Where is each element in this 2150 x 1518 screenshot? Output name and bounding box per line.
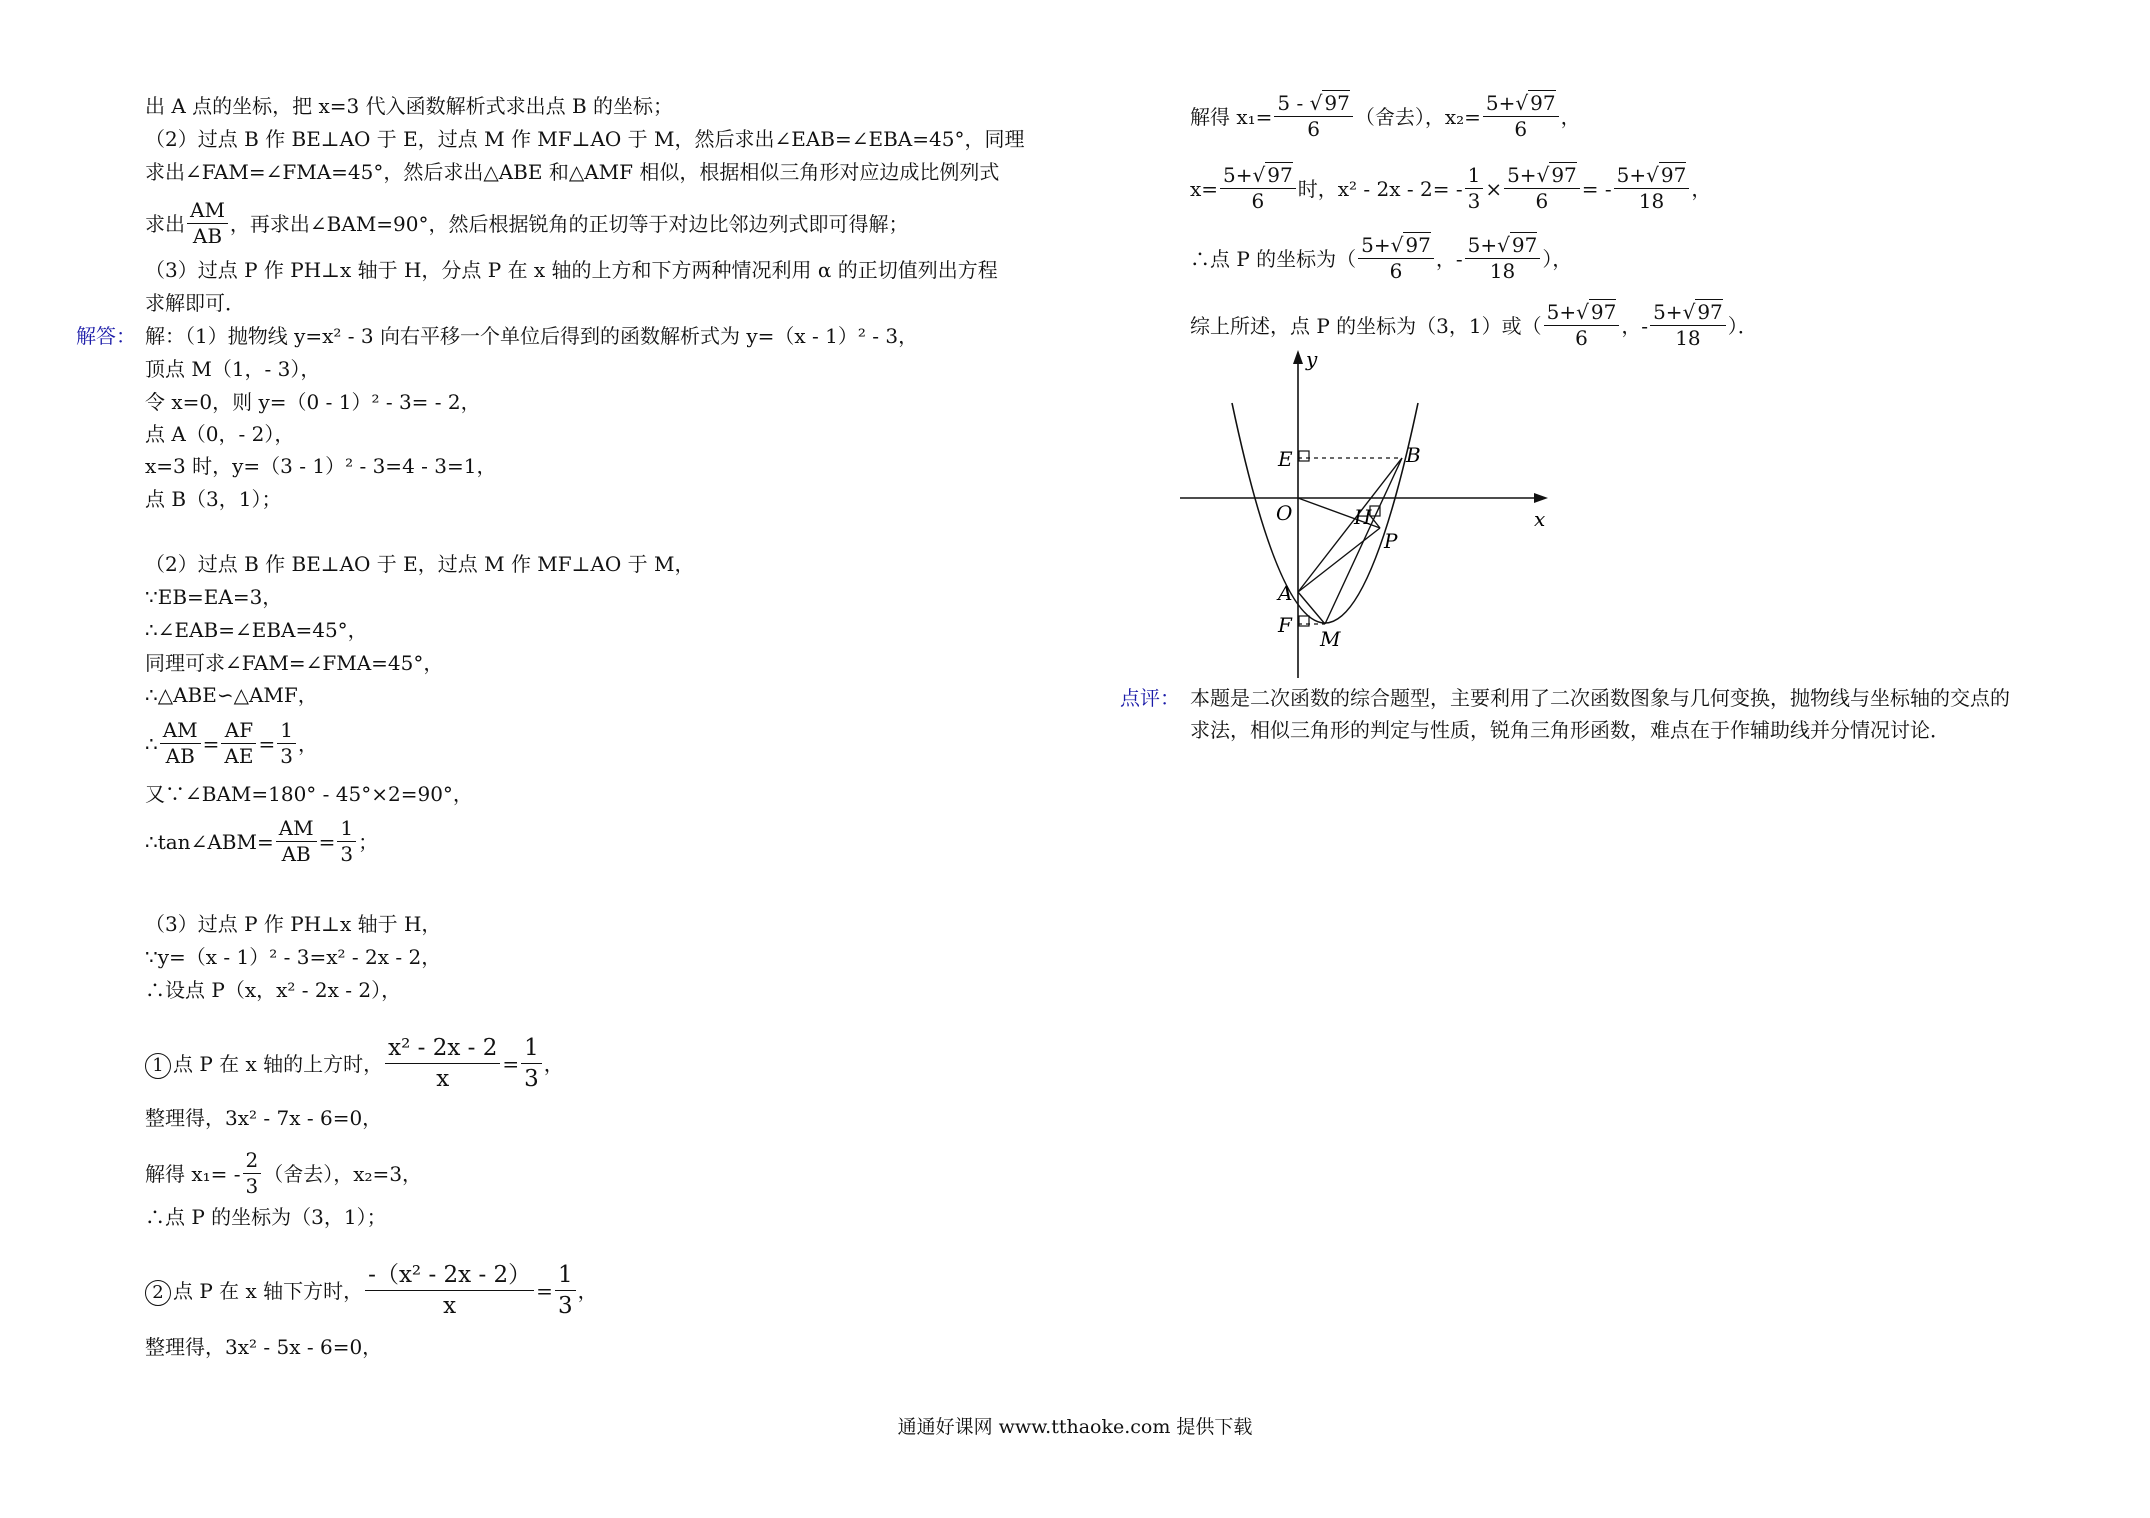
fraction-am-ab: $\frac{AM}{AB}$ bbox=[187, 198, 228, 249]
answer-line: 顶点 M（1，- 3）， bbox=[145, 357, 321, 381]
answer-line: 同理可求∠FAM=∠FMA=45°， bbox=[145, 651, 444, 675]
fraction-root-plus: $\frac{5+√ 97}{6}$ bbox=[1483, 91, 1559, 142]
review-line: 求法，相似三角形的判定与性质，锐角三角形函数，难点在于作辅助线并分情况讨论． bbox=[1190, 718, 1950, 742]
label-o: O bbox=[1276, 501, 1293, 525]
x-axis-arrow bbox=[1534, 493, 1548, 503]
fraction-root-plus-18: $\frac{5+√ 97}{18}$ bbox=[1465, 233, 1541, 284]
fraction-one-third: $\frac{1}{3}$ bbox=[337, 816, 356, 867]
point-p-line: ∴点 P 的坐标为（ $\frac{5+√ 97}{6}$ ，- $\frac{5+√ 97}{18}$ ）， bbox=[1190, 233, 1573, 283]
fraction-one-third: $\frac{1}{3}$ bbox=[1465, 163, 1484, 214]
fraction-case-above: $\frac{\text{x² - 2x - 2}}{x}$ bbox=[385, 1033, 500, 1094]
tan-line: ∴tan∠ABM= $\frac{AM}{AB}$ = $\frac{1}{3}$ ； bbox=[145, 816, 379, 866]
analysis-line: （3）过点 P 作 PH⊥x 轴于 H，分点 P 在 x 轴的上方和下方两种情况利用 α 的正切值列出方程 bbox=[145, 258, 998, 282]
answer-line: 点 B（3，1）； bbox=[145, 487, 282, 511]
analysis-line: 求解即可． bbox=[145, 291, 245, 315]
label-h: H bbox=[1354, 505, 1372, 529]
page-footer: 通通好课网 www.tthaoke.com 提供下载 bbox=[897, 1416, 1253, 1438]
analysis-line: 出 A 点的坐标，把 x=3 代入函数解析式求出点 B 的坐标； bbox=[145, 94, 674, 118]
fraction-am-ab: $\frac{AM}{AB}$ bbox=[160, 718, 201, 769]
fraction-root-plus: $\frac{5+√ 97}{6}$ bbox=[1358, 233, 1434, 284]
answer-line: ∴△ABE∽△AMF， bbox=[145, 683, 318, 707]
answer-line: 又∵∠BAM=180° - 45°×2=90°， bbox=[145, 782, 473, 806]
answer-line: ∵y=（x - 1）² - 3=x² - 2x - 2， bbox=[145, 945, 442, 969]
circled-number: 2 bbox=[145, 1280, 171, 1306]
summary-line: 综上所述，点 P 的坐标为（3，1）或（ $\frac{5+√ 97}{6}$ ，- $\frac{5+√ 97}{18}$ ）． bbox=[1190, 300, 1758, 350]
fraction-two-thirds: $\frac{2}{3}$ bbox=[243, 1148, 262, 1199]
answer-line: ∴∠EAB=∠EBA=45°， bbox=[145, 618, 368, 642]
parabola-figure bbox=[1180, 348, 1560, 678]
answer-line: 点 A（0，- 2）， bbox=[145, 422, 295, 446]
review-line: 本题是二次函数的综合题型，主要利用了二次函数图象与几何变换，抛物线与坐标轴的交点的 bbox=[1190, 686, 2010, 710]
analysis-line: （2）过点 B 作 BE⊥AO 于 E，过点 M 作 MF⊥AO 于 M，然后求出∠EAB=∠EBA=45°，同理 bbox=[145, 127, 1025, 151]
fraction-one-third: $\frac{1}{3}$ bbox=[277, 718, 296, 769]
answer-line: 整理得，3x² - 7x - 6=0， bbox=[145, 1106, 383, 1130]
answer-line: 解：（1）抛物线 y=x² - 3 向右平移一个单位后得到的函数解析式为 y=（x - 1）² - 3， bbox=[145, 324, 919, 348]
review-tag: 点评： bbox=[1120, 686, 1180, 710]
solve-line: 解得 x₁= - $\frac{2}{3}$ （舍去），x₂=3， bbox=[145, 1148, 423, 1198]
answer-line: x=3 时，y=（3 - 1）² - 3=4 - 3=1， bbox=[145, 454, 497, 478]
segment-ap bbox=[1298, 528, 1380, 592]
fraction-root-plus: $\frac{5+√ 97}{6}$ bbox=[1220, 163, 1296, 214]
fraction-root-plus: $\frac{5+√ 97}{6}$ bbox=[1544, 300, 1620, 351]
y-axis-arrow bbox=[1293, 350, 1303, 364]
solve-roots-line: 解得 x₁= $\frac{5 - √ 97}{6}$ （舍去），x₂= $\frac{5+√ 97}{6}$ ， bbox=[1190, 91, 1581, 141]
answer-line: ∵EB=EA=3， bbox=[145, 585, 283, 609]
label-y: y bbox=[1306, 348, 1318, 371]
answer-line: ∴点 P 的坐标为（3，1）； bbox=[145, 1205, 387, 1229]
fraction-root-plus: $\frac{5+√ 97}{6}$ bbox=[1504, 163, 1580, 214]
answer-line: ∴设点 P（x，x² - 2x - 2）， bbox=[145, 978, 402, 1002]
ratio-line: ∴ $\frac{AM}{AB}$ = $\frac{AF}{AE}$ = $\frac{1}{3}$ ， bbox=[145, 718, 318, 768]
label-e: E bbox=[1278, 447, 1293, 471]
right-angle-e bbox=[1299, 451, 1309, 461]
label-b: B bbox=[1406, 443, 1421, 467]
answer-line: （3）过点 P 作 PH⊥x 轴于 H， bbox=[145, 912, 442, 936]
fraction-one-third: $\frac{1}{3}$ bbox=[521, 1033, 542, 1094]
analysis-line: 求出∠FAM=∠FMA=45°，然后求出△ABE 和△AMF 相似，根据相似三角形对应边成比例列式 bbox=[145, 160, 1000, 184]
fraction-case-below: $\frac{\text{-（x² - 2x - 2）}}{x}$ bbox=[365, 1260, 534, 1321]
fraction-root-plus-18: $\frac{5+√ 97}{18}$ bbox=[1614, 163, 1690, 214]
fraction-root-minus: $\frac{5 - √ 97}{6}$ bbox=[1274, 91, 1352, 142]
label-f: F bbox=[1278, 613, 1292, 637]
analysis-line: 求出 $\frac{AM}{AB}$ ，再求出∠BAM=90°，然后根据锐角的正切等于对边比邻边列式即可得解； bbox=[145, 198, 909, 248]
label-a: A bbox=[1278, 581, 1293, 605]
circled-number: 1 bbox=[145, 1053, 171, 1079]
label-p: P bbox=[1384, 529, 1398, 553]
fraction-root-plus-18: $\frac{5+√ 97}{18}$ bbox=[1650, 300, 1726, 351]
label-m: M bbox=[1320, 627, 1341, 651]
substitute-line: x= $\frac{5+√ 97}{6}$ 时，x² - 2x - 2= - $\frac{1}{3}$ × $\frac{5+√ 97}{6}$ = - $\frac{5+√ 97}{18}$ ， bbox=[1190, 163, 1712, 213]
label-x: x bbox=[1534, 507, 1546, 531]
parabola-curve bbox=[1232, 403, 1418, 623]
fraction-one-third: $\frac{1}{3}$ bbox=[555, 1260, 576, 1321]
fraction-am-ab: $\frac{AM}{AB}$ bbox=[276, 816, 317, 867]
case-below-line: 2 点 P 在 x 轴下方时， $\frac{\text{-（x² - 2x - 2）}}{x}$ = $\frac{1}{3}$ ， bbox=[145, 1262, 598, 1323]
answer-tag: 解答： bbox=[76, 324, 136, 348]
answer-line: 令 x=0，则 y=（0 - 1）² - 3= - 2， bbox=[145, 390, 481, 414]
answer-line: 整理得，3x² - 5x - 6=0， bbox=[145, 1335, 383, 1359]
case-above-line: 1 点 P 在 x 轴的上方时， $\frac{\text{x² - 2x - 2}}{x}$ = $\frac{1}{3}$ ， bbox=[145, 1035, 564, 1096]
fraction-af-ae: $\frac{AF}{AE}$ bbox=[221, 718, 256, 769]
answer-line: （2）过点 B 作 BE⊥AO 于 E，过点 M 作 MF⊥AO 于 M， bbox=[145, 552, 695, 576]
